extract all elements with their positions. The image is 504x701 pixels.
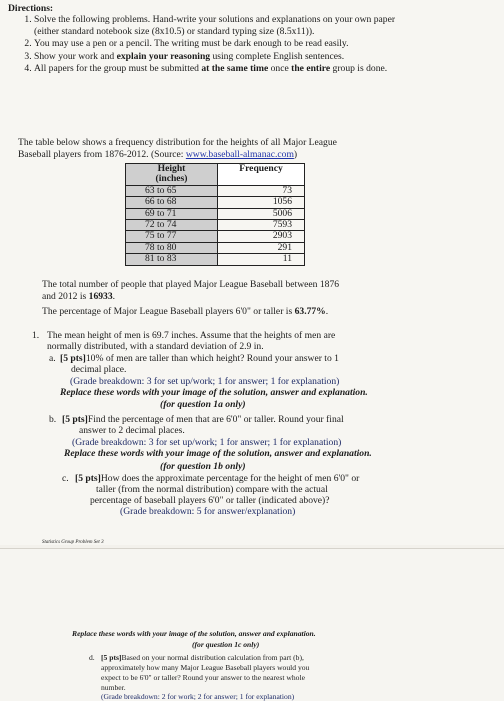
direction-item-1: 1. Solve the following problems. Hand-write your solutions and explanations on your own paper (either standard notebook size (8x10.5) or standard typing size (8.5x11)). [34,14,414,37]
part-a-question-2: decimal place. [71,364,127,375]
part-c-question-3: percentage of baseball players 6'0" or taller (indicated above)? [90,495,330,506]
part-a-grade: (Grade breakdown: 3 for set up/work; 1 for answer; 1 for explanation) [70,376,340,387]
direction-item-2: 2. You may use a pen or a pencil. The writing must be dark enough to be read easily. [34,38,414,50]
part-b-question: [5 pts]Find the percentage of men that are 6'0" or taller. Round your final [62,414,344,425]
problem-1-line-1: The mean height of men is 69.7 inches. Assume that the heights of men are [47,330,336,341]
table-row: 66 to 68 1056 [126,197,305,208]
table-row: 75 to 77 2903 [126,231,305,242]
intro-line-2: Baseball players from 1876-2012. (Source: www.baseball-almanac.com) [18,149,298,160]
percentage-line: The percentage of Major League Baseball players 6'0" or taller is 63.77%. [42,306,329,317]
direction-item-4: 4. All papers for the group must be submitted at the same time once the entire group is done. [34,63,414,75]
part-d-question-2: approximately how many Major League Baseball players would you [101,663,310,672]
part-a-for-note: (for question 1a only) [160,399,246,410]
table-row: 69 to 71 5006 [126,208,305,219]
table-header-frequency: Frequency [218,164,305,186]
directions-heading: Directions: [8,3,54,14]
part-c-grade: (Grade breakdown: 5 for answer/explanation) [120,506,296,517]
table-row: 72 to 74 7593 [126,220,305,231]
part-b-replace-note: Replace these words with your image of the solution, answer and explanation. [64,448,372,459]
part-d-question-3: expect to be 6'0" or taller? Round your answer to the nearest whole [101,673,305,682]
intro-line-1: The table below shows a frequency distribution for the heights of all Major League [18,137,337,148]
directions-list [12,14,414,76]
part-c-label: c. [62,473,69,484]
part-d-grade: (Grade breakdown: 2 for work; 2 for answer; 1 for explanation) [101,692,295,701]
source-link[interactable]: www.baseball-almanac.com [185,149,294,160]
problem-1-number: 1. [32,330,40,341]
part-a-replace-note: Replace these words with your image of the solution, answer and explanation. [60,387,368,398]
part-b-for-note: (for question 1b only) [160,461,246,472]
part-c-for-note: (for question 1c only) [192,640,260,649]
part-b-grade: (Grade breakdown: 3 for set up/work; 1 for answer; 1 for explanation) [72,437,342,448]
part-b-question-2: answer to 2 decimal places. [79,425,185,436]
table-row: 81 to 83 11 [126,254,305,265]
total-line-2: and 2012 is 16933. [42,291,116,302]
total-line-1: The total number of people that played Major League Baseball between 1876 [42,279,340,290]
part-d-label: d. [89,653,95,662]
table-row: 63 to 65 73 [126,185,305,196]
table-row: 78 to 80 291 [126,242,305,253]
direction-item-3: 3. Show your work and explain your reasoning using complete English sentences. [34,51,414,63]
page-footer: Statistics Group Problem Set 3 [42,540,104,545]
worksheet-page-2 [0,548,504,701]
part-d-question-4: number. [101,683,126,692]
part-c-question-2: taller (from the normal distribution) compare with the actual [96,484,328,495]
table-header-height: Height (inches) [126,164,218,186]
part-b-label: b. [49,414,57,425]
part-a-question: [5 pts]10% of men are taller than which height? Round your answer to 1 [60,353,339,364]
problem-1-line-2: normally distributed, with a standard deviation of 2.9 in. [47,341,264,352]
part-c-question: [5 pts]How does the approximate percentage for the height of men 6'0" or [75,473,360,484]
frequency-table [125,163,305,266]
part-c-replace-note: Replace these words with your image of the solution, answer and explanation. [72,629,316,638]
part-d-question: [5 pts]Based on your normal distribution calculation from part (b), [101,653,304,662]
part-a-label: a. [49,353,56,364]
